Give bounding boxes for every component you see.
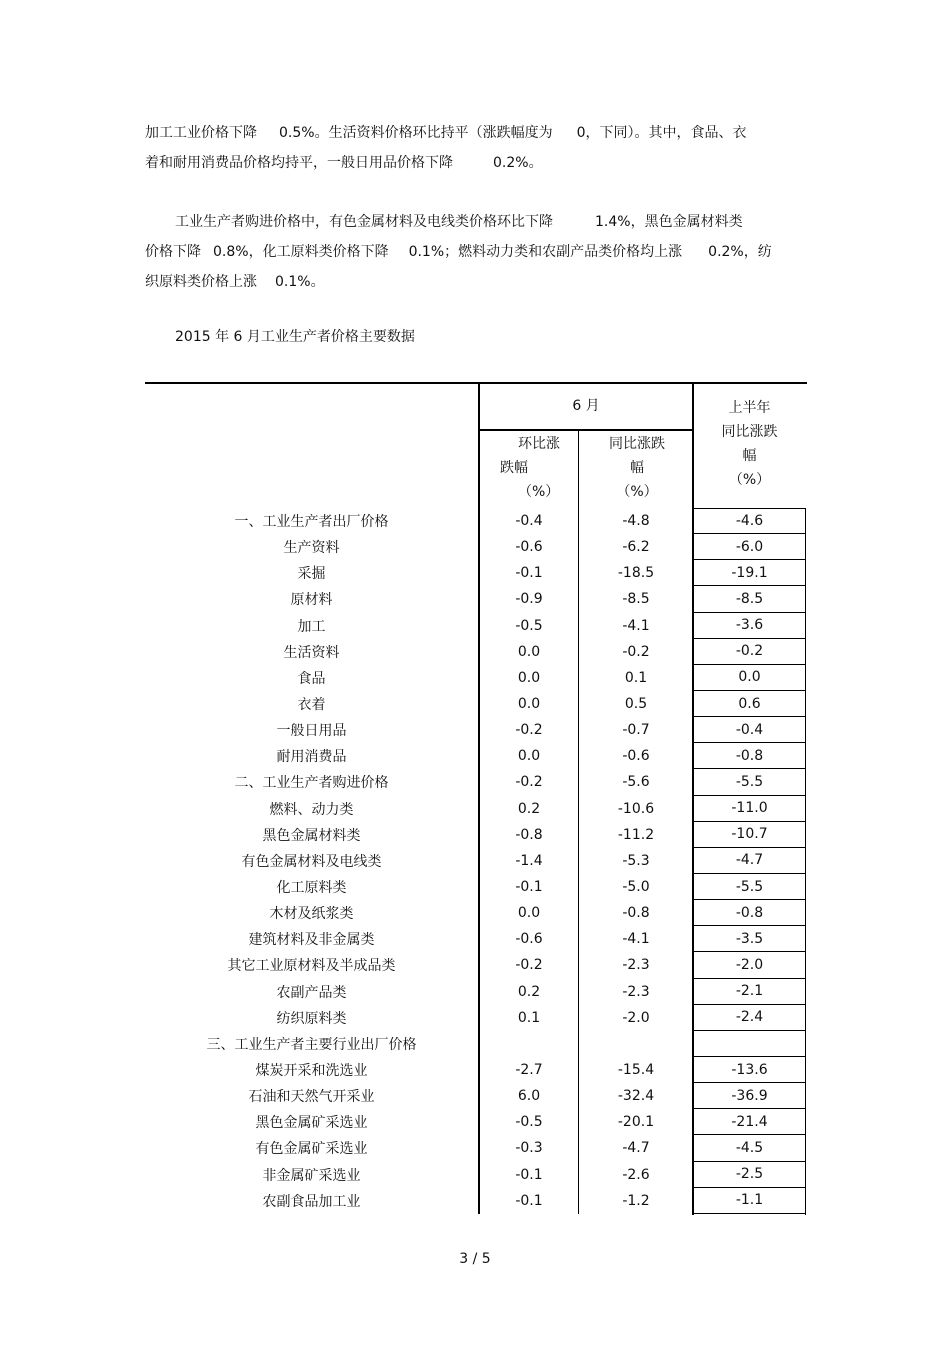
- row-label: 二、工业生产者购进价格: [234, 775, 389, 792]
- page-number: 3 / 5: [459, 1251, 491, 1267]
- yoy-cell: -8.5: [622, 591, 650, 608]
- yoy-cell: -20.1: [617, 1114, 655, 1131]
- row-label: 煤炭开采和洗选业: [255, 1063, 368, 1080]
- row-label: 非金属矿采选业: [262, 1167, 361, 1184]
- header-rule: [480, 429, 692, 431]
- yoy-cell: -1.2: [622, 1192, 650, 1209]
- h1-cell: -0.4: [694, 717, 805, 743]
- h1-cell: -6.0: [694, 534, 805, 560]
- row-label: 生产资料: [283, 540, 340, 557]
- mom-cell: -1.4: [515, 852, 543, 869]
- yoy-cell: -5.0: [622, 879, 650, 896]
- h1-cell: -11.0: [694, 796, 805, 822]
- table-body: [145, 508, 807, 1214]
- mom-cell: -0.2: [515, 722, 543, 739]
- row-label: 建筑材料及非金属类: [248, 932, 375, 949]
- mom-cell: 0.0: [517, 905, 541, 922]
- row-label: 有色金属材料及电线类: [241, 853, 382, 870]
- column-divider: [578, 508, 579, 1214]
- h1-cell: -4.7: [694, 848, 805, 874]
- h1-cell: -2.1: [694, 979, 805, 1005]
- paragraph-line: 价格下降 0.8%，化工原料类价格下降 0.1%；燃料动力类和农副产品类价格均上涨 0.2%，纺: [145, 244, 772, 260]
- yoy-cell: -4.1: [622, 617, 650, 634]
- h1-cell: -21.4: [694, 1109, 805, 1135]
- yoy-cell: -32.4: [617, 1088, 655, 1105]
- mom-cell: 0.0: [517, 748, 541, 765]
- yoy-cell: -4.7: [622, 1140, 650, 1157]
- yoy-cell: -2.3: [622, 957, 650, 974]
- h1-cell: -4.6: [694, 508, 805, 534]
- h1-cell: -0.8: [694, 743, 805, 769]
- h1-column-frame: [692, 508, 806, 1215]
- row-label: 黑色金属矿采选业: [255, 1115, 368, 1132]
- yoy-cell: -2.0: [622, 1009, 650, 1026]
- mom-cell: 0.0: [517, 669, 541, 686]
- row-label: 黑色金属材料类: [262, 827, 361, 844]
- mom-cell: [480, 1031, 578, 1057]
- yoy-cell: -4.1: [622, 931, 650, 948]
- mom-cell: -0.1: [515, 1192, 543, 1209]
- yoy-cell: -2.6: [622, 1166, 650, 1183]
- row-label: 农副产品类: [276, 984, 347, 1001]
- yoy-cell: [580, 1031, 692, 1057]
- yoy-cell: 0.1: [624, 669, 648, 686]
- paragraph-line: 着和耐用消费品价格均持平，一般日用品价格下降 0.2%。: [145, 155, 543, 171]
- mom-cell: 0.0: [517, 696, 541, 713]
- mom-cell: -0.5: [515, 617, 543, 634]
- mom-cell: -0.6: [515, 931, 543, 948]
- h1-cell: -36.9: [694, 1083, 805, 1109]
- row-label: 石油和天然气开采业: [248, 1089, 375, 1106]
- paragraph-output-prices: [145, 118, 810, 178]
- yoy-cell: -4.8: [622, 513, 650, 530]
- row-label: 其它工业原材料及半成品类: [227, 958, 396, 975]
- h1-cell: -2.5: [694, 1162, 805, 1188]
- header-h1: 上半年 同比涨跌 幅 （%）: [721, 400, 778, 488]
- row-label: 耐用消费品: [276, 749, 347, 766]
- yoy-cell: -2.3: [622, 983, 650, 1000]
- yoy-cell: -5.6: [622, 774, 650, 791]
- yoy-cell: -0.7: [622, 722, 650, 739]
- mom-cell: -2.7: [515, 1062, 543, 1079]
- h1-cell: -4.5: [694, 1135, 805, 1161]
- mom-cell: -0.4: [515, 513, 543, 530]
- h1-cell: -5.5: [694, 769, 805, 795]
- mom-cell: -0.2: [515, 957, 543, 974]
- mom-cell: 0.2: [517, 983, 541, 1000]
- h1-cell: -1.1: [694, 1188, 805, 1214]
- header-month: 6 月: [572, 398, 600, 414]
- yoy-cell: -0.2: [622, 643, 650, 660]
- table-caption: 2015 年 6 月工业生产者价格主要数据: [175, 329, 415, 345]
- row-label: 衣着: [297, 697, 326, 714]
- mom-cell: -0.1: [515, 1166, 543, 1183]
- paragraph-purchase-prices: [145, 207, 810, 297]
- mom-cell: -0.6: [515, 539, 543, 556]
- row-label: 原材料: [290, 592, 333, 609]
- mom-cell: 0.2: [517, 800, 541, 817]
- h1-cell: -5.5: [694, 874, 805, 900]
- yoy-cell: -15.4: [617, 1062, 655, 1079]
- yoy-cell: 0.5: [624, 696, 648, 713]
- yoy-cell: -0.6: [622, 748, 650, 765]
- yoy-cell: -6.2: [622, 539, 650, 556]
- paragraph-line: 织原料类价格上涨 0.1%。: [145, 274, 325, 290]
- h1-cell: -0.8: [694, 900, 805, 926]
- mom-cell: -0.1: [515, 565, 543, 582]
- row-label: 加工: [297, 618, 326, 635]
- row-label: 食品: [297, 670, 326, 687]
- row-label: 农副食品加工业: [262, 1193, 361, 1210]
- mom-cell: -0.5: [515, 1114, 543, 1131]
- yoy-cell: -11.2: [617, 826, 655, 843]
- row-label: 一、工业生产者出厂价格: [234, 514, 389, 531]
- h1-cell: 0.6: [694, 691, 805, 717]
- yoy-cell: -0.8: [622, 905, 650, 922]
- mom-cell: -0.9: [515, 591, 543, 608]
- paragraph-line: 工业生产者购进价格中，有色金属材料及电线类价格环比下降 1.4%，黑色金属材料类: [175, 214, 743, 230]
- h1-cell: -3.6: [694, 613, 805, 639]
- table-header: [145, 382, 807, 508]
- h1-cell: -3.5: [694, 926, 805, 952]
- h1-cell: -13.6: [694, 1057, 805, 1083]
- mom-cell: 0.1: [517, 1009, 541, 1026]
- row-label: 燃料、动力类: [269, 801, 354, 818]
- mom-cell: 6.0: [517, 1088, 541, 1105]
- h1-cell: 0.0: [694, 665, 805, 691]
- header-mom: 环比涨 跌幅 （%）: [500, 436, 560, 500]
- price-data-table: [145, 382, 807, 1214]
- column-divider: [478, 508, 480, 1214]
- row-label: 采掘: [297, 566, 326, 583]
- mom-cell: -0.1: [515, 879, 543, 896]
- row-label: 纺织原料类: [276, 1010, 347, 1027]
- row-label: 三、工业生产者主要行业出厂价格: [206, 1036, 417, 1053]
- paragraph-line: 加工工业价格下降 0.5%。生活资料价格环比持平（涨跌幅度为 0，下同）。其中，食品、衣: [145, 125, 747, 141]
- row-label: 一般日用品: [276, 723, 347, 740]
- row-label: 木材及纸浆类: [269, 906, 354, 923]
- h1-cell: -19.1: [694, 560, 805, 586]
- mom-cell: -0.8: [515, 826, 543, 843]
- h1-cell: -2.4: [694, 1005, 805, 1031]
- row-label: 生活资料: [283, 644, 340, 661]
- h1-cell: -10.7: [694, 822, 805, 848]
- mom-cell: -0.3: [515, 1140, 543, 1157]
- yoy-cell: -10.6: [617, 800, 655, 817]
- row-label: 有色金属矿采选业: [255, 1141, 368, 1158]
- h1-cell: -8.5: [694, 586, 805, 612]
- header-yoy: 同比涨跌 幅 （%）: [609, 436, 665, 500]
- yoy-cell: -5.3: [622, 852, 650, 869]
- mom-cell: -0.2: [515, 774, 543, 791]
- mom-cell: 0.0: [517, 643, 541, 660]
- row-label: 化工原料类: [276, 880, 347, 897]
- yoy-cell: -18.5: [617, 565, 655, 582]
- h1-cell: -2.0: [694, 952, 805, 978]
- h1-cell: -0.2: [694, 639, 805, 665]
